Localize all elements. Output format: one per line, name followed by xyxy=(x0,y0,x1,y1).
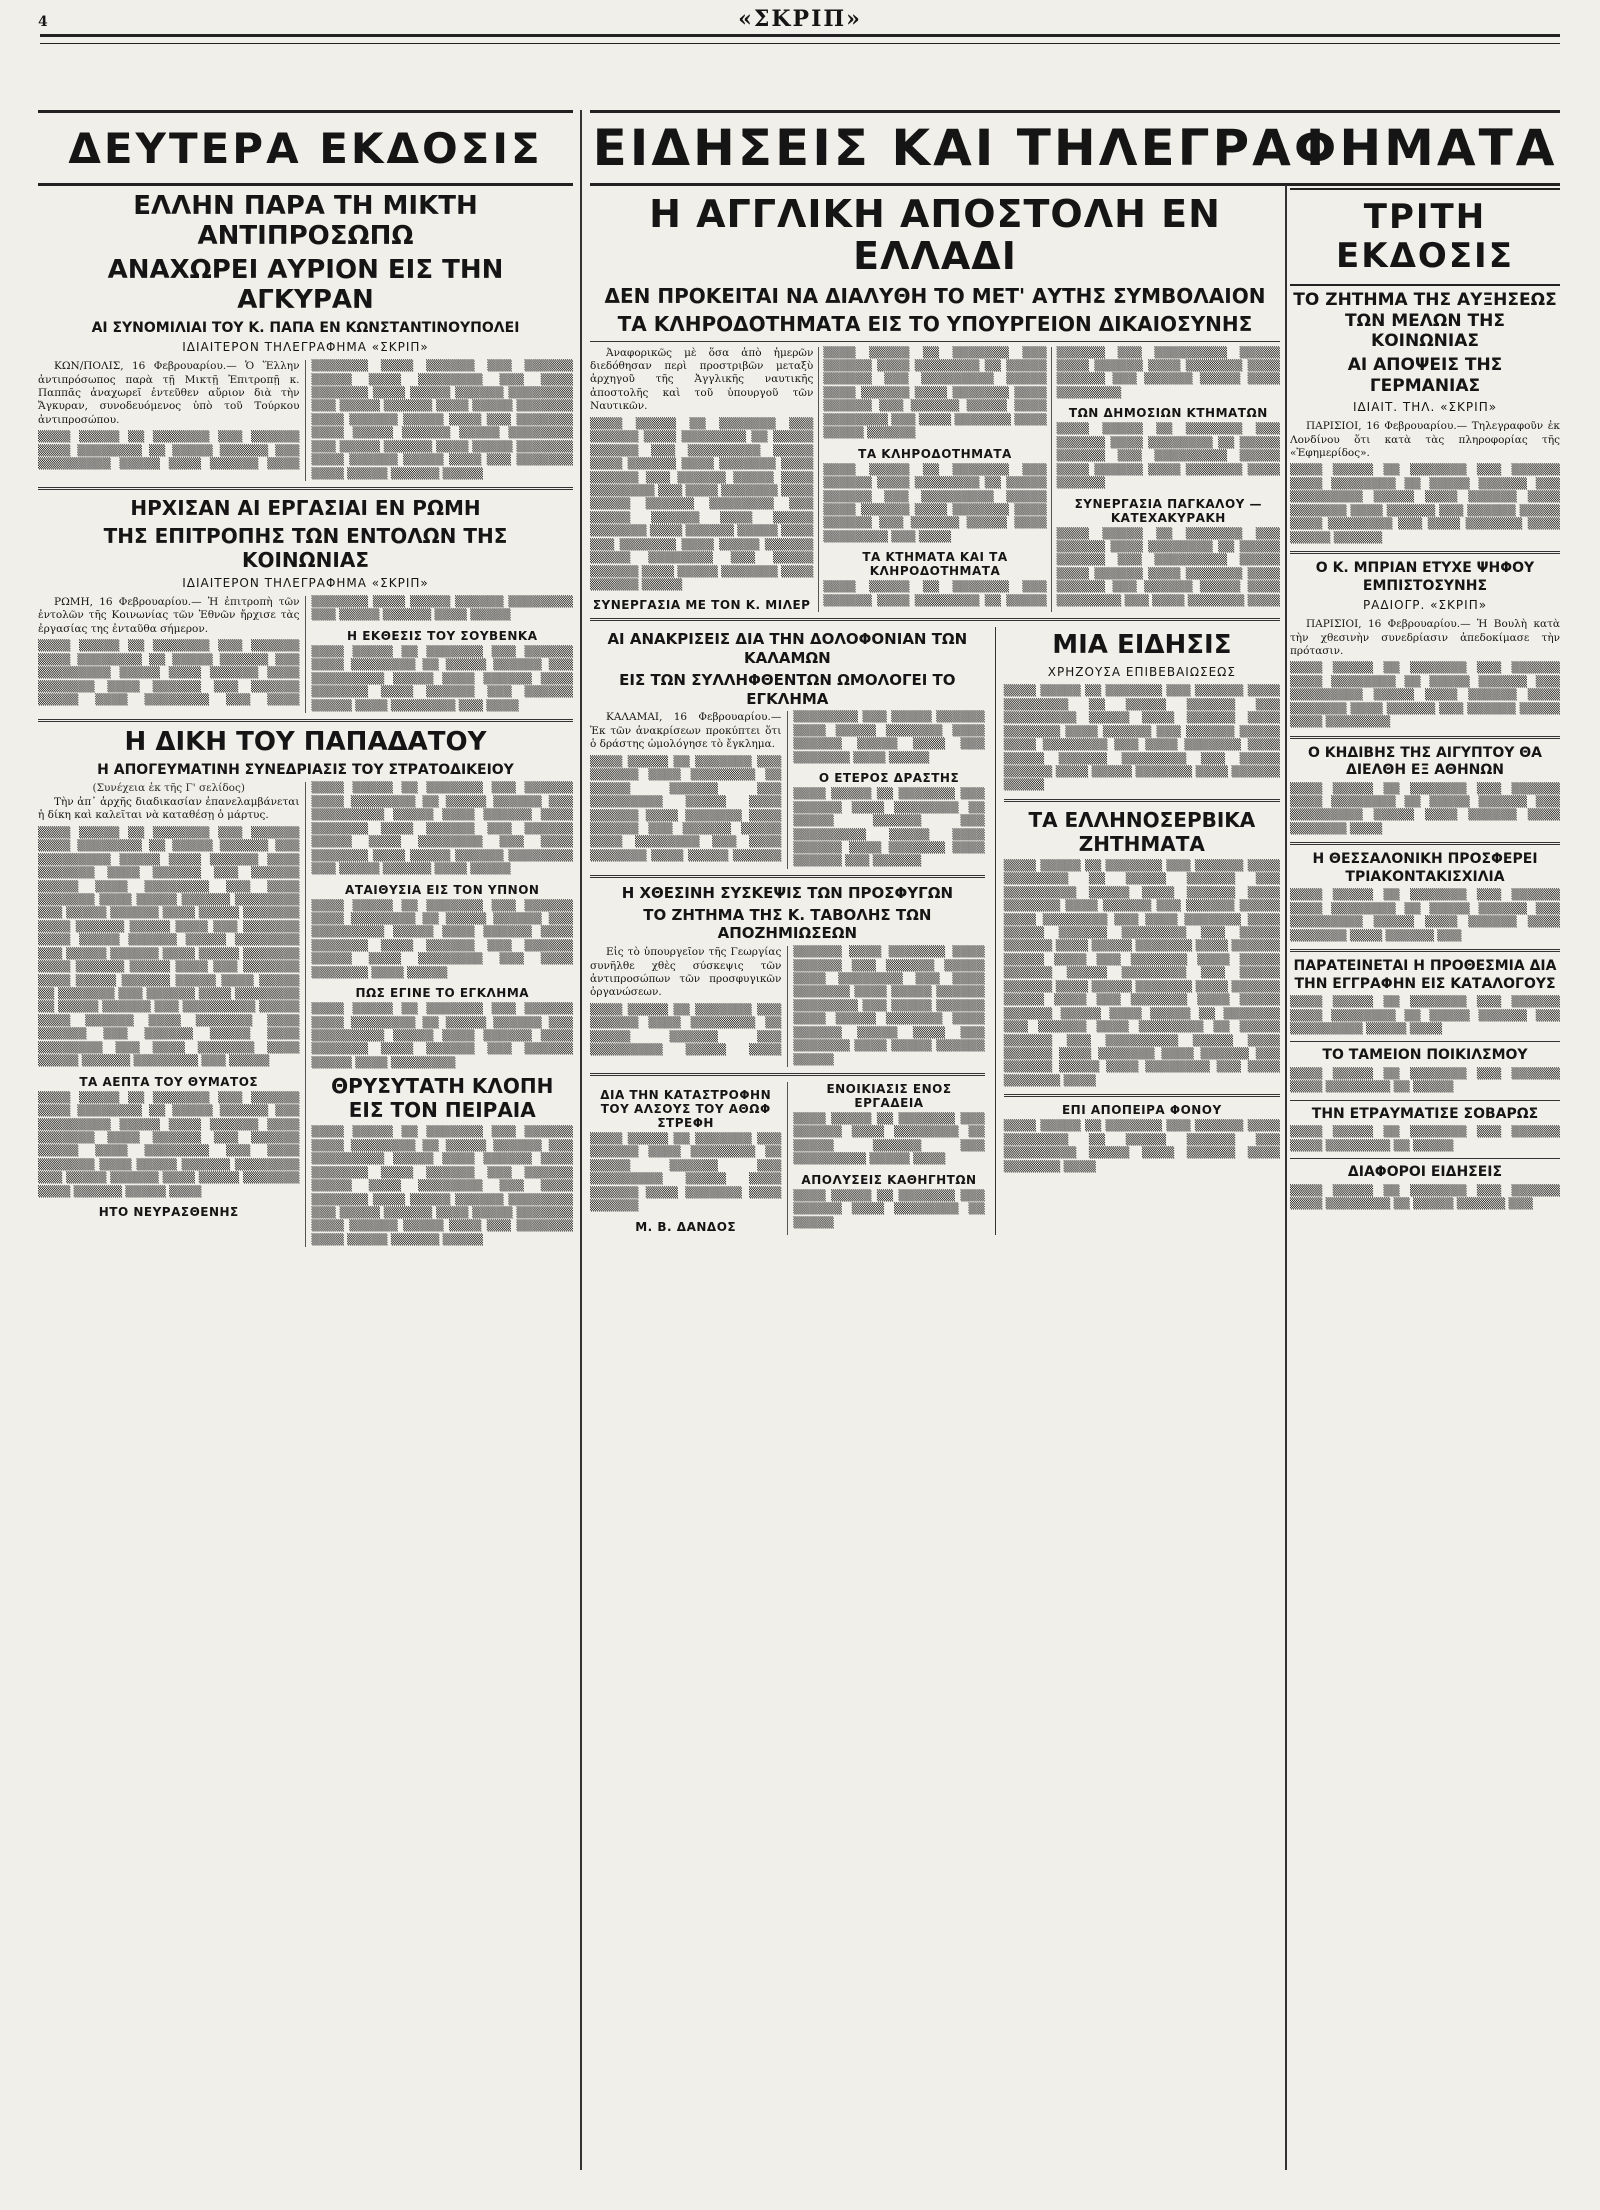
article-text-block: ▒▒▒▒ ▒▒▒▒▒ ▒▒ ▒▒▒▒▒▒▒ ▒▒▒ ▒▒▒▒▒▒ ▒▒▒▒ ▒▒▒▒▒▒▒▒ ▒▒ ▒▒▒▒▒ ▒▒▒▒▒▒ ▒▒▒ ▒▒▒▒▒▒▒▒▒ ▒▒▒▒▒ ▒▒▒▒ ▒▒▒▒▒▒ ▒▒▒▒ ▒▒▒▒▒▒▒ ▒▒▒▒ ▒▒▒▒▒▒ ▒▒▒ ▒▒▒▒▒▒ ▒▒▒▒▒ ▒▒▒▒ ▒▒▒▒▒▒▒▒ ▒▒▒ ▒▒▒▒ ▒▒▒▒▒▒▒ ▒▒▒▒ xyxy=(1056,527,1280,607)
second-edition-banner: ΔΕΥΤΕΡΑ ΕΚΔΟΣΙΣ xyxy=(38,110,573,186)
article-lead: Τὴν ἀπ᾽ ἀρχῆς διαδικασίαν ἐπανελαμβάνεται ἡ δίκη καὶ καλεῖται νὰ καταθέσῃ ὁ μάρτυς. xyxy=(38,795,300,822)
section-subhead: ΕΠΙ ΑΠΟΠΕΙΡΑ ΦΟΝΟΥ xyxy=(1061,1103,1222,1118)
headline: Η ΘΕΣΣΑΛΟΝΙΚΗ ΠΡΟΣΦΕΡΕΙ ΤΡΙΑΚΟΝΤΑΚΙΣΧΙΛΙΑ xyxy=(1312,851,1538,885)
section-subhead: ΔΙΑ ΤΗΝ ΚΑΤΑΣΤΡΟΦΗΝ ΤΟΥ ΑΛΣΟΥΣ ΤΟΥ ΑΘΩΦ ΣΤΡΕΦΗ xyxy=(600,1088,772,1131)
kicker: ΧΡΗΖΟΥΣΑ ΕΠΙΒΕΒΑΙΩΣΕΩΣ xyxy=(1047,665,1236,680)
headline: Η ΧΘΕΣΙΝΗ ΣΥΣΚΕΨΙΣ ΤΩΝ ΠΡΟΣΦΥΓΩΝ xyxy=(621,883,953,902)
article-lead: ΚΩΝ/ΠΟΛΙΣ, 16 Φεβρουαρίου.— Ὁ Ἕλλην ἀντιπρόσωπος παρὰ τῇ Μικτῇ Ἐπιτροπῇ κ. Παππᾶς ἀναχωρεῖ ἐντεῦθεν αὔριον διὰ τὴν Ἄγκυραν, συνοδευόμενος ὑπὸ τοῦ Τούρκου ἀντιπροσώπου. xyxy=(38,360,300,426)
column-divider xyxy=(580,110,582,2170)
article-text-block: ▒▒▒▒ ▒▒▒▒▒ ▒▒ ▒▒▒▒▒▒▒ ▒▒▒ ▒▒▒▒▒▒ ▒▒▒▒ ▒▒▒▒▒▒▒▒ ▒▒ ▒▒▒▒▒ ▒▒▒▒▒▒ ▒▒▒ ▒▒▒▒▒▒▒▒▒ ▒▒▒▒▒ ▒▒▒▒ ▒▒▒▒▒▒ ▒▒▒▒ ▒▒▒▒▒▒▒ ▒▒▒▒ ▒▒▒▒▒▒ ▒▒▒ ▒▒▒▒▒▒ ▒▒▒▒▒ ▒▒▒▒ ▒▒▒▒▒▒▒▒ ▒▒▒ ▒▒▒▒ ▒▒▒▒▒▒▒ ▒▒▒▒ ▒▒▒▒▒ ▒▒▒▒▒▒ ▒▒▒▒▒▒▒▒ ▒▒▒ ▒▒▒▒▒ ▒▒▒▒▒▒ ▒▒▒▒ ▒▒▒▒▒ ▒▒▒▒▒▒▒ ▒▒▒▒ ▒▒▒▒▒▒ ▒▒▒▒▒ ▒▒▒▒ ▒▒▒ ▒▒▒▒▒▒▒ ▒▒▒▒ ▒▒▒▒▒ ▒▒▒▒▒▒ ▒▒▒▒▒ ▒▒▒▒▒▒▒▒ ▒▒▒ ▒▒▒▒▒ ▒▒▒▒▒▒ ▒▒▒▒ ▒▒▒▒▒ ▒▒▒▒▒▒▒ ▒▒▒▒ ▒▒▒▒▒▒ ▒▒▒▒▒ ▒▒▒▒ ▒▒▒ ▒▒▒▒▒▒▒ ▒▒▒▒ ▒▒▒▒▒ ▒▒▒▒▒▒ ▒▒▒▒▒ xyxy=(38,360,573,480)
section-subhead: Ο ΕΤΕΡΟΣ ΔΡΑΣΤΗΣ xyxy=(818,771,960,786)
article-text-block: ▒▒▒▒ ▒▒▒▒▒ ▒▒ ▒▒▒▒▒▒▒ ▒▒▒ ▒▒▒▒▒▒ ▒▒▒▒ ▒▒▒▒▒▒▒▒ ▒▒ ▒▒▒▒▒ ▒▒▒▒▒▒ ▒▒▒ ▒▒▒▒▒▒▒▒▒ ▒▒▒▒▒ ▒▒▒▒ xyxy=(793,1113,985,1166)
divider xyxy=(1004,799,1280,802)
headline: ΤΗΝ ΕΤΡΑΥΜΑΤΙΣΕ ΣΟΒΑΡΩΣ xyxy=(1311,1105,1539,1122)
headline: ΤΟ ΖΗΤΗΜΑ ΤΗΣ ΑΥΞΗΣΕΩΣ ΤΩΝ ΜΕΛΩΝ ΤΗΣ ΚΟΙΝΩΝΙΑΣ xyxy=(1293,290,1557,351)
article-text-block: ▒▒▒▒ ▒▒▒▒▒ ▒▒ ▒▒▒▒▒▒▒ ▒▒▒ ▒▒▒▒▒▒ ▒▒▒▒ ▒▒▒▒▒▒▒▒ ▒▒ ▒▒▒▒▒ ▒▒▒▒▒▒ ▒▒▒ ▒▒▒▒▒▒▒▒▒ ▒▒▒▒▒ ▒▒▒▒ ▒▒▒▒▒▒ ▒▒▒▒ ▒▒▒▒▒▒▒ ▒▒▒▒ ▒▒▒▒▒▒ ▒▒▒ ▒▒▒▒▒▒ ▒▒▒▒▒ ▒▒▒▒ ▒▒▒▒▒▒▒▒ ▒▒▒ ▒▒▒▒ xyxy=(823,463,1047,543)
column-divider xyxy=(1285,185,1287,2170)
article-text-block: ▒▒▒▒ ▒▒▒▒▒ ▒▒ ▒▒▒▒▒▒▒ ▒▒▒ ▒▒▒▒▒▒ ▒▒▒▒ ▒▒▒▒▒▒▒▒ ▒▒ ▒▒▒▒▒ ▒▒▒▒▒▒ ▒▒▒ ▒▒▒▒▒▒▒▒▒ ▒▒▒▒▒ ▒▒▒▒ ▒▒▒▒▒▒ ▒▒▒▒ ▒▒▒▒▒▒▒ ▒▒▒▒ ▒▒▒▒▒▒ ▒▒▒ ▒▒▒▒▒▒ ▒▒▒▒▒ ▒▒▒▒ ▒▒▒▒▒▒▒▒ ▒▒▒ ▒▒▒▒ ▒▒▒▒▒▒▒ ▒▒▒▒ ▒▒▒▒▒ ▒▒▒▒▒▒ ▒▒▒▒▒▒▒▒ ▒▒▒ ▒▒▒▒▒ ▒▒▒▒▒▒ ▒▒▒▒ ▒▒▒▒▒ xyxy=(38,596,573,707)
subheadline: ΔΕΝ ΠΡΟΚΕΙΤΑΙ ΝΑ ΔΙΑΛΥΘΗ ΤΟ ΜΕΤ' ΑΥΤΗΣ ΣΥΜΒΟΛΑΙΟΝ xyxy=(604,283,1266,308)
center-lower-right xyxy=(995,627,1280,1234)
article-text-block: ▒▒▒▒ ▒▒▒▒▒ ▒▒ ▒▒▒▒▒▒▒ ▒▒▒ ▒▒▒▒▒▒ ▒▒▒▒ ▒▒▒▒▒▒▒▒ ▒▒ ▒▒▒▒▒ ▒▒▒▒▒▒ ▒▒▒ ▒▒▒▒▒▒▒▒▒ ▒▒▒▒▒ ▒▒▒▒ ▒▒▒▒▒▒ ▒▒▒▒ ▒▒▒▒▒▒▒ ▒▒▒▒ ▒▒▒▒▒▒ ▒▒▒ ▒▒▒▒▒▒ ▒▒▒▒▒ ▒▒▒▒ ▒▒▒▒▒▒▒▒ ▒▒▒ ▒▒▒▒ ▒▒▒▒▒▒▒ ▒▒▒▒ ▒▒▒▒▒ ▒▒▒▒▒▒ ▒▒▒▒▒▒▒▒ ▒▒▒ ▒▒▒▒▒ ▒▒▒▒▒▒ ▒▒▒▒ ▒▒▒▒▒ ▒▒▒▒▒▒▒ ▒▒▒▒ ▒▒▒▒▒▒ ▒▒▒▒▒ xyxy=(1003,685,1280,792)
article-lead: Εἰς τὸ ὑπουργεῖον τῆς Γεωργίας συνῆλθε χθὲς σύσκεψις τῶν ἀντιπροσώπων τῶν προσφυγικῶν ὀργανώσεων. xyxy=(590,946,782,999)
subheadline: ΑΙ ΣΥΝΟΜΙΛΙΑΙ ΤΟΥ Κ. ΠΑΠΑ ΕΝ ΚΩΝΣΤΑΝΤΙΝΟΥΠΟΛΕΙ xyxy=(91,319,520,336)
article-text-block: ▒▒▒▒ ▒▒▒▒▒ ▒▒ ▒▒▒▒▒▒▒ ▒▒▒ ▒▒▒▒▒▒ ▒▒▒▒ ▒▒▒▒▒▒▒▒ ▒▒ ▒▒▒▒▒ ▒▒▒▒▒▒ ▒▒▒ ▒▒▒▒▒▒▒▒▒ ▒▒▒▒▒ ▒▒▒▒ ▒▒▒▒▒▒ ▒▒▒▒ ▒▒▒▒▒▒▒ ▒▒▒▒ ▒▒▒▒▒▒ ▒▒▒ ▒▒▒▒▒▒ ▒▒▒▒▒ ▒▒▒▒ ▒▒▒▒▒▒▒▒ ▒▒▒ ▒▒▒▒ ▒▒▒▒▒▒▒ ▒▒▒▒ ▒▒▒▒▒ ▒▒▒▒▒▒ ▒▒▒▒▒▒▒▒ ▒▒▒ ▒▒▒▒▒ ▒▒▒▒▒▒ ▒▒▒▒ ▒▒▒▒▒ ▒▒▒▒▒▒▒ ▒▒▒▒ ▒▒▒▒▒▒ ▒▒▒▒▒ ▒▒▒▒ xyxy=(38,1091,300,1198)
section-subhead: ΗΤΟ ΝΕΥΡΑΣΘΕΝΗΣ xyxy=(98,1205,239,1220)
article-text-block: ▒▒▒▒ ▒▒▒▒▒ ▒▒ ▒▒▒▒▒▒▒ ▒▒▒ ▒▒▒▒▒▒ ▒▒▒▒ ▒▒▒▒▒▒▒▒ ▒▒ ▒▒▒▒▒ xyxy=(1290,1067,1560,1094)
divider xyxy=(590,341,1280,342)
article-lead: ΠΑΡΙΣΙΟΙ, 16 Φεβρουαρίου.— Τηλεγραφοῦν ἐκ Λονδίνου ὅτι κατὰ τὰς πληροφορίας τῆς «Ἐφημερίδος». xyxy=(1290,420,1560,460)
article-rome xyxy=(38,496,573,713)
headline: ΘΡΥΣΥΤΑΤΗ ΚΛΟΠΗ ΕΙΣ ΤΟΝ ΠΕΙΡΑΙΑ xyxy=(331,1074,554,1123)
article-text-block: ▒▒▒▒ ▒▒▒▒▒ ▒▒ ▒▒▒▒▒▒▒ ▒▒▒ ▒▒▒▒▒▒ ▒▒▒▒ ▒▒▒▒▒▒▒▒ ▒▒ ▒▒▒▒▒ ▒▒▒▒▒▒ ▒▒▒ ▒▒▒▒▒▒▒▒▒ ▒▒▒▒▒ ▒▒▒▒ ▒▒▒▒▒▒ ▒▒▒▒ ▒▒▒▒▒▒▒ ▒▒▒▒ ▒▒▒▒▒▒ ▒▒▒ ▒▒▒▒▒▒ ▒▒▒▒▒ ▒▒▒▒ ▒▒▒▒▒▒▒▒ ▒▒▒ ▒▒▒▒ ▒▒▒▒▒▒▒ ▒▒▒▒ ▒▒▒▒▒ ▒▒▒▒▒▒ xyxy=(1290,464,1560,544)
article-lead: ΡΩΜΗ, 16 Φεβρουαρίου.— Ἡ ἐπιτροπὴ τῶν ἐντολῶν τῆς Κοινωνίας τῶν Ἐθνῶν ἤρχισε τὰς ἐργασίας της ἐνταῦθα σήμερον. xyxy=(38,596,300,635)
headline: ΑΙ ΑΠΟΨΕΙΣ ΤΗΣ ΓΕΡΜΑΝΙΑΣ xyxy=(1347,355,1503,396)
divider xyxy=(1004,1094,1280,1097)
article-text-block: ▒▒▒▒ ▒▒▒▒▒ ▒▒ ▒▒▒▒▒▒▒ ▒▒▒ ▒▒▒▒▒▒ ▒▒▒▒ ▒▒▒▒▒▒▒▒ ▒▒ ▒▒▒▒▒ ▒▒▒▒▒▒ ▒▒▒ ▒▒▒▒▒▒▒▒▒ ▒▒▒▒▒ ▒▒▒▒ ▒▒▒▒▒▒ ▒▒▒▒ ▒▒▒▒▒▒▒ ▒▒▒▒ xyxy=(1290,782,1560,835)
article-text-block: ▒▒▒▒ ▒▒▒▒▒ ▒▒ ▒▒▒▒▒▒▒ ▒▒▒ ▒▒▒▒▒▒ ▒▒▒▒ ▒▒▒▒▒▒▒▒ ▒▒ ▒▒▒▒▒ ▒▒▒▒▒▒ ▒▒▒ ▒▒▒▒▒▒▒▒▒ ▒▒▒▒▒ ▒▒▒▒ ▒▒▒▒▒▒ ▒▒▒▒ ▒▒▒▒▒▒▒ ▒▒▒▒ ▒▒▒▒▒▒ ▒▒▒ xyxy=(1290,889,1560,942)
page-number: 4 xyxy=(38,14,48,30)
divider xyxy=(1290,1100,1560,1101)
divider xyxy=(1290,1041,1560,1042)
telegram-kicker: ΙΔΙΑΙΤΕΡΟΝ ΤΗΛΕΓΡΑΦΗΜΑ «ΣΚΡΙΠ» xyxy=(182,340,429,355)
article-text-block: ▒▒▒▒ ▒▒▒▒▒ ▒▒ ▒▒▒▒▒▒▒ ▒▒▒ ▒▒▒▒▒▒ ▒▒▒▒ ▒▒▒▒▒▒▒▒ ▒▒ ▒▒▒▒▒ xyxy=(793,1189,985,1229)
headline: ΔΙΑΦΟΡΟΙ ΕΙΔΗΣΕΙΣ xyxy=(1347,1164,1503,1181)
article-text-block: ▒▒▒▒ ▒▒▒▒▒ ▒▒ ▒▒▒▒▒▒▒ ▒▒▒ ▒▒▒▒▒▒ ▒▒▒▒ ▒▒▒▒▒▒▒▒ ▒▒ ▒▒▒▒▒ ▒▒▒▒▒▒ ▒▒▒ ▒▒▒▒▒▒▒▒▒ ▒▒▒▒▒ ▒▒▒▒ xyxy=(1290,996,1560,1035)
article-text-block: ▒▒▒▒ ▒▒▒▒▒ ▒▒ ▒▒▒▒▒▒▒ ▒▒▒ ▒▒▒▒▒▒ ▒▒▒▒ ▒▒▒▒▒▒▒▒ ▒▒ ▒▒▒▒▒ ▒▒▒▒▒▒ ▒▒▒ ▒▒▒▒▒▒▒▒▒ ▒▒▒▒▒ ▒▒▒▒ ▒▒▒▒▒▒ ▒▒▒▒ ▒▒▒▒▒▒▒ ▒▒▒▒ ▒▒▒▒▒▒ ▒▒▒ ▒▒▒▒▒▒ ▒▒▒▒▒ ▒▒▒▒ ▒▒▒▒▒▒▒▒ ▒▒▒ ▒▒▒▒ ▒▒▒▒▒▒▒ ▒▒▒▒ ▒▒▒▒▒ ▒▒▒▒▒▒ ▒▒▒▒▒▒▒▒ ▒▒▒ ▒▒▒▒▒ ▒▒▒▒▒▒ ▒▒▒▒ ▒▒▒▒▒ xyxy=(311,782,573,876)
article-refugee-meeting xyxy=(590,884,985,1067)
divider xyxy=(590,618,1280,621)
right-column xyxy=(1290,188,1560,2170)
section-subhead: ΤΑ ΑΕΠΤΑ ΤΟΥ ΘΥΜΑΤΟΣ xyxy=(79,1074,259,1089)
section-subhead: ΤΩΝ ΔΗΜΟΣΙΩΝ ΚΤΗΜΑΤΩΝ xyxy=(1068,406,1268,421)
headline: ΜΙΑ ΕΙΔΗΣΙΣ xyxy=(1052,630,1232,661)
article-text-block: ▒▒▒▒ ▒▒▒▒▒ ▒▒ ▒▒▒▒▒▒▒ ▒▒▒ ▒▒▒▒▒▒ ▒▒▒▒ ▒▒▒▒▒▒▒▒ ▒▒ ▒▒▒▒▒ ▒▒▒▒▒▒ ▒▒▒ ▒▒▒▒▒▒▒▒▒ ▒▒▒▒▒ ▒▒▒▒ ▒▒▒▒▒▒ ▒▒▒▒ ▒▒▒▒▒▒▒ ▒▒▒▒ ▒▒▒▒▒▒ ▒▒▒ ▒▒▒▒▒▒ ▒▒▒▒▒ ▒▒▒▒ ▒▒▒▒▒▒▒▒ ▒▒▒ ▒▒▒▒ ▒▒▒▒▒▒▒ ▒▒▒▒ ▒▒▒▒▒ ▒▒▒▒▒▒ ▒▒▒▒▒▒▒▒ ▒▒▒ ▒▒▒▒▒ ▒▒▒▒▒▒ ▒▒▒▒ ▒▒▒▒▒ ▒▒▒▒▒▒▒ ▒▒▒▒ ▒▒▒▒▒▒ ▒▒▒▒▒ ▒▒▒▒ ▒▒▒ ▒▒▒▒▒▒▒ ▒▒▒▒ ▒▒▒▒▒ ▒▒▒▒▒▒ ▒▒▒▒▒ ▒▒▒▒▒▒▒▒ ▒▒▒ ▒▒▒▒▒ ▒▒▒▒▒▒ ▒▒▒▒ ▒▒▒▒▒ ▒▒▒▒▒▒▒ ▒▒▒▒ ▒▒▒▒▒▒ ▒▒▒▒▒ ▒▒▒▒ ▒▒▒ ▒▒▒▒▒▒▒ ▒▒▒▒ ▒▒▒▒▒ ▒▒▒▒▒▒ ▒▒▒▒▒ ▒▒▒▒ ▒▒▒▒▒ ▒▒ ▒▒▒▒▒▒▒ ▒▒▒ ▒▒▒▒▒▒ ▒▒▒▒ ▒▒▒▒▒▒▒▒ ▒▒ ▒▒▒▒▒ ▒▒▒▒▒▒ ▒▒▒ ▒▒▒▒▒▒▒▒▒ ▒▒▒▒▒ ▒▒▒▒ ▒▒▒▒▒▒ ▒▒▒▒ ▒▒▒▒▒▒▒ ▒▒▒▒ ▒▒▒▒▒▒ ▒▒▒ ▒▒▒▒▒▒ ▒▒▒▒▒ ▒▒▒▒ ▒▒▒▒▒▒▒▒ ▒▒▒ ▒▒▒▒ ▒▒▒▒▒▒▒ ▒▒▒▒ xyxy=(1003,859,1280,1087)
headline: ΤΟ ΤΑΜΕΙΟΝ ΠΟΙΚΙΛΣΜΟΥ xyxy=(1322,1047,1528,1064)
headline: ΗΡΧΙΣΑΝ ΑΙ ΕΡΓΑΣΙΑΙ ΕΝ ΡΩΜΗ xyxy=(130,496,481,520)
telegram-kicker: ΙΔΙΑΙΤΕΡΟΝ ΤΗΛΕΓΡΑΦΗΜΑ «ΣΚΡΙΠ» xyxy=(182,576,429,590)
headline: ΤΗΣ ΕΠΙΤΡΟΠΗΣ ΤΩΝ ΕΝΤΟΛΩΝ ΤΗΣ ΚΟΙΝΩΝΙΑΣ xyxy=(103,524,508,572)
headline: Ο Κ. ΜΠΡΙΑΝ ΕΤΥΧΕ ΨΗΦΟΥ ΕΜΠΙΣΤΟΣΥΝΗΣ xyxy=(1315,560,1535,594)
section-subhead: ΤΑ ΚΛΗΡΟΔΟΤΗΜΑΤΑ xyxy=(858,446,1012,461)
divider xyxy=(1290,949,1560,952)
section-subhead: Η ΕΚΘΕΣΙΣ ΤΟΥ ΣΟΥΒΕΝΚΑ xyxy=(347,628,538,643)
article-text-block: ▒▒▒▒ ▒▒▒▒▒ ▒▒ ▒▒▒▒▒▒▒ ▒▒▒ ▒▒▒▒▒▒ ▒▒▒▒ ▒▒▒▒▒▒▒▒ ▒▒ ▒▒▒▒▒ ▒▒▒▒▒▒ ▒▒▒ ▒▒▒▒▒▒▒▒▒ ▒▒▒▒▒ ▒▒▒▒ ▒▒▒▒▒▒ ▒▒▒▒ ▒▒▒▒▒▒▒ ▒▒▒▒ ▒▒▒▒▒▒ xyxy=(590,1133,782,1213)
article-lead: ΚΑΛΑΜΑΙ, 16 Φεβρουαρίου.— Ἐκ τῶν ἀνακρίσεων προκύπτει ὅτι ὁ δράστης ὡμολόγησε τὸ ἔγκλημα. xyxy=(590,711,782,751)
article-text-block: ▒▒▒▒ ▒▒▒▒▒ ▒▒ ▒▒▒▒▒▒▒ ▒▒▒ ▒▒▒▒▒▒ ▒▒▒▒ ▒▒▒▒▒▒▒▒ ▒▒ ▒▒▒▒▒ ▒▒▒▒▒▒ ▒▒▒ ▒▒▒▒▒▒▒▒▒ ▒▒▒▒▒ ▒▒▒▒ ▒▒▒▒▒▒ ▒▒▒▒ ▒▒▒▒▒▒▒ ▒▒▒▒ ▒▒▒▒▒▒ ▒▒▒ ▒▒▒▒▒▒ ▒▒▒▒▒ ▒▒▒▒ ▒▒▒▒▒▒▒▒ ▒▒▒ ▒▒▒▒ ▒▒▒▒▒▒▒ ▒▒▒▒ ▒▒▒▒▒ ▒▒▒▒▒▒ ▒▒▒▒▒▒▒▒ ▒▒▒ ▒▒▒▒▒ ▒▒▒▒▒▒ ▒▒▒▒ ▒▒▒▒▒ ▒▒▒▒▒▒▒ ▒▒▒▒ ▒▒▒▒▒▒ ▒▒▒▒▒ ▒▒▒▒ ▒▒▒ ▒▒▒▒▒▒▒ ▒▒▒▒ ▒▒▒▒▒ ▒▒▒▒▒▒ ▒▒▒▒▒ ▒▒▒▒▒▒▒▒ ▒▒▒ ▒▒▒▒▒ ▒▒▒▒▒▒ ▒▒▒▒ ▒▒▒▒▒ ▒▒▒▒▒▒▒ ▒▒▒▒ ▒▒▒▒▒▒ ▒▒▒▒▒ ▒▒▒▒ ▒▒▒ ▒▒▒▒▒▒▒ ▒▒▒▒ ▒▒▒▒▒ ▒▒▒▒▒▒ ▒▒▒▒▒ ▒▒▒▒ ▒▒▒▒▒ ▒▒ ▒▒▒▒▒▒▒ ▒▒▒ ▒▒▒▒▒▒ ▒▒▒▒ ▒▒▒▒▒▒▒▒ ▒▒ ▒▒▒▒▒ ▒▒▒▒▒▒ ▒▒▒ ▒▒▒▒▒▒▒▒▒ ▒▒▒▒▒ ▒▒▒▒ ▒▒▒▒▒▒ ▒▒▒▒ ▒▒▒▒▒▒▒ ▒▒▒▒ ▒▒▒▒▒▒ ▒▒▒ ▒▒▒▒▒▒ ▒▒▒▒▒ ▒▒▒▒ ▒▒▒▒▒▒▒▒ ▒▒▒ ▒▒▒▒ ▒▒▒▒▒▒▒ ▒▒▒▒ ▒▒▒▒▒ ▒▒▒▒▒▒ ▒▒▒▒▒▒▒▒ ▒▒▒ ▒▒▒▒▒ xyxy=(38,826,300,1068)
continuation-note: (Συνέχεια ἐκ τῆς Γ' σελίδος) xyxy=(92,782,245,795)
kicker: ΙΔΙΑΙΤ. ΤΗΛ. «ΣΚΡΙΠ» xyxy=(1352,400,1498,415)
article-text-block: ▒▒▒▒ ▒▒▒▒▒ ▒▒ ▒▒▒▒▒▒▒ ▒▒▒ ▒▒▒▒▒▒ ▒▒▒▒ ▒▒▒▒▒▒▒▒ ▒▒ ▒▒▒▒▒ ▒▒▒▒▒▒ ▒▒▒ ▒▒▒▒▒▒▒▒▒ ▒▒▒▒▒ ▒▒▒▒ ▒▒▒▒▒▒ ▒▒▒▒ ▒▒▒▒▒▒▒ ▒▒▒▒ ▒▒▒▒▒▒ ▒▒▒ ▒▒▒▒▒▒ ▒▒▒▒▒ ▒▒▒▒ ▒▒▒▒▒▒▒▒ xyxy=(1290,662,1560,729)
subheadline: Η ΑΠΟΓΕΥΜΑΤΙΝΗ ΣΥΝΕΔΡΙΑΣΙΣ ΤΟΥ ΣΤΡΑΤΟΔΙΚΕΙΟΥ xyxy=(97,761,514,778)
article-text-block: ▒▒▒▒ ▒▒▒▒▒ ▒▒ ▒▒▒▒▒▒▒ ▒▒▒ ▒▒▒▒▒▒ ▒▒▒▒ ▒▒▒▒▒▒▒▒ ▒▒ ▒▒▒▒▒ xyxy=(1290,1126,1560,1152)
section-subhead: ΣΥΝΕΡΓΑΣΙΑ ΜΕ ΤΟΝ Κ. ΜΙΛΕΡ xyxy=(592,598,811,613)
divider xyxy=(38,487,573,490)
headline: ΤΑ ΕΛΛΗΝΟΣΕΡΒΙΚΑ ΖΗΤΗΜΑΤΑ xyxy=(1028,807,1256,856)
third-edition-banner: ΤΡΙΤΗ ΕΚΔΟΣΙΣ xyxy=(1336,197,1514,277)
article-text-block: ▒▒▒▒ ▒▒▒▒▒ ▒▒ ▒▒▒▒▒▒▒ ▒▒▒ ▒▒▒▒▒▒ ▒▒▒▒ ▒▒▒▒▒▒▒▒ ▒▒ ▒▒▒▒▒ ▒▒▒▒▒▒ ▒▒▒ ▒▒▒▒▒▒▒▒▒ ▒▒▒▒▒ ▒▒▒▒ ▒▒▒▒▒▒ ▒▒▒▒ ▒▒▒▒▒▒▒ ▒▒▒▒ ▒▒▒▒▒▒ ▒▒▒ ▒▒▒▒▒▒ xyxy=(793,788,985,868)
article-one-news xyxy=(1004,631,1280,792)
left-column xyxy=(38,188,573,2170)
section-subhead: ΕΝΟΙΚΙΑΣΙΣ ΕΝΟΣ ΕΡΓΑΔΕΙΑ xyxy=(826,1082,952,1111)
third-edition-box xyxy=(1290,188,1560,286)
headline: ΠΑΡΑΤΕΙΝΕΤΑΙ Η ΠΡΟΘΕΣΜΙΑ ΔΙΑ ΤΗΝ ΕΓΓΡΑΦΗΝ ΕΙΣ ΚΑΤΑΛΟΓΟΥΣ xyxy=(1293,958,1557,992)
article-text-block: ▒▒▒▒ ▒▒▒▒▒ ▒▒ ▒▒▒▒▒▒▒ ▒▒▒ ▒▒▒▒▒▒ ▒▒▒▒ ▒▒▒▒▒▒▒▒ ▒▒ ▒▒▒▒▒ ▒▒▒▒▒▒ ▒▒▒ xyxy=(1290,1184,1560,1211)
article-text-block: ▒▒▒▒ ▒▒▒▒▒ ▒▒ ▒▒▒▒▒▒▒ ▒▒▒ ▒▒▒▒▒▒ ▒▒▒▒ ▒▒▒▒▒▒▒▒ ▒▒ ▒▒▒▒▒ ▒▒▒▒▒▒ ▒▒▒ ▒▒▒▒▒▒▒▒▒ ▒▒▒▒▒ ▒▒▒▒ ▒▒▒▒▒▒ ▒▒▒▒ ▒▒▒▒▒▒▒ ▒▒▒▒ ▒▒▒▒▒▒ ▒▒▒ ▒▒▒▒▒▒ ▒▒▒▒▒ ▒▒▒▒ ▒▒▒▒▒▒▒▒ ▒▒▒ ▒▒▒▒ ▒▒▒▒▒▒▒ ▒▒▒▒ ▒▒▒▒▒ xyxy=(311,899,573,979)
divider xyxy=(1290,842,1560,845)
center-lower-grid xyxy=(590,627,1280,1234)
divider xyxy=(1290,736,1560,739)
divider xyxy=(38,719,573,722)
headline: Η ΔΙΚΗ ΤΟΥ ΠΑΠΑΔΑΤΟΥ xyxy=(124,727,487,758)
section-subhead: ΑΠΟΛΥΣΕΙΣ ΚΑΘΗΓΗΤΩΝ xyxy=(801,1172,977,1187)
headline: ΤΟ ΖΗΤΗΜΑ ΤΗΣ Κ. ΤΑΒΟΛΗΣ ΤΩΝ ΑΠΟΖΗΜΙΩΣΕΩΝ xyxy=(643,905,932,943)
article-text-block: ▒▒▒▒ ▒▒▒▒▒ ▒▒ ▒▒▒▒▒▒▒ ▒▒▒ ▒▒▒▒▒▒ ▒▒▒▒ ▒▒▒▒▒▒▒▒ ▒▒ ▒▒▒▒▒ ▒▒▒▒▒▒ ▒▒▒ ▒▒▒▒▒▒▒▒▒ ▒▒▒▒▒ ▒▒▒▒ ▒▒▒▒▒▒ ▒▒▒▒ ▒▒▒▒▒▒▒ ▒▒▒▒ ▒▒▒▒▒▒ ▒▒▒ ▒▒▒▒▒▒ ▒▒▒▒▒ ▒▒▒▒ ▒▒▒▒▒▒▒▒ ▒▒▒ ▒▒▒▒ ▒▒▒▒▒▒▒ ▒▒▒▒ ▒▒▒▒▒ ▒▒▒▒▒▒ ▒▒▒▒▒▒▒▒ ▒▒▒ ▒▒▒▒▒ ▒▒▒▒▒▒ ▒▒▒▒ ▒▒▒▒▒ ▒▒▒▒▒▒▒ ▒▒▒▒ ▒▒▒▒▒▒ ▒▒▒▒▒ ▒▒▒▒ ▒▒▒ ▒▒▒▒▒▒▒ ▒▒▒▒ ▒▒▒▒▒ xyxy=(590,711,985,862)
article-text-block: ▒▒▒▒ ▒▒▒▒▒ ▒▒ ▒▒▒▒▒▒▒ ▒▒▒ ▒▒▒▒▒▒ ▒▒▒▒ ▒▒▒▒▒▒▒▒ ▒▒ ▒▒▒▒▒ ▒▒▒▒▒▒ ▒▒▒ ▒▒▒▒▒▒▒▒▒ ▒▒▒▒▒ ▒▒▒▒ ▒▒▒▒▒▒ ▒▒▒▒ ▒▒▒▒▒▒▒ ▒▒▒▒ ▒▒▒▒▒▒ ▒▒▒ ▒▒▒▒▒▒ ▒▒▒▒▒ ▒▒▒▒ ▒▒▒▒▒▒▒▒ ▒▒▒ ▒▒▒▒ ▒▒▒▒▒▒▒ ▒▒▒▒ ▒▒▒▒▒ ▒▒▒▒▒▒ xyxy=(823,346,1047,440)
article-lead: ΠΑΡΙΣΙΟΙ, 16 Φεβρουαρίου.— Ἡ Βουλὴ κατὰ τὴν χθεσινὴν συνεδρίασιν ἀπεδοκίμασε τὴν πρότασιν. xyxy=(1290,618,1560,657)
article-serbia xyxy=(1004,808,1280,1088)
article-papadatos-trial xyxy=(38,728,573,1247)
section-subhead: ΤΑ ΚΤΗΜΑΤΑ ΚΑΙ ΤΑ ΚΛΗΡΟΔΟΤΗΜΑΤΑ xyxy=(862,550,1008,579)
article-text-block: ▒▒▒▒ ▒▒▒▒▒ ▒▒ ▒▒▒▒▒▒▒ ▒▒▒ ▒▒▒▒▒▒ ▒▒▒▒ ▒▒▒▒▒▒▒▒ ▒▒ ▒▒▒▒▒ ▒▒▒▒▒▒ ▒▒▒ ▒▒▒▒▒▒▒▒▒ ▒▒▒▒▒ ▒▒▒▒ ▒▒▒▒▒▒ ▒▒▒▒ ▒▒▒▒▒▒▒ ▒▒▒▒ ▒▒▒▒▒▒ ▒▒▒ ▒▒▒▒▒▒ ▒▒▒▒▒ ▒▒▒▒ ▒▒▒▒▒▒▒▒ ▒▒▒ ▒▒▒▒ xyxy=(311,645,573,712)
article-text-block: ▒▒▒▒ ▒▒▒▒▒ ▒▒ ▒▒▒▒▒▒▒ ▒▒▒ ▒▒▒▒▒▒ ▒▒▒▒ ▒▒▒▒▒▒▒▒ ▒▒ ▒▒▒▒▒ ▒▒▒▒▒▒ ▒▒▒ ▒▒▒▒▒▒▒▒▒ ▒▒▒▒▒ ▒▒▒▒ ▒▒▒▒▒▒ ▒▒▒▒ ▒▒▒▒▒▒▒ ▒▒▒▒ ▒▒▒▒▒▒ ▒▒▒ ▒▒▒▒▒▒ ▒▒▒▒▒ ▒▒▒▒ ▒▒▒▒▒▒▒▒ ▒▒▒ ▒▒▒▒ ▒▒▒▒▒▒▒ ▒▒▒▒ ▒▒▒▒▒ ▒▒▒▒▒▒ ▒▒▒▒▒▒▒▒ ▒▒▒ ▒▒▒▒▒ ▒▒▒▒▒▒ ▒▒▒▒ ▒▒▒▒▒ ▒▒▒▒▒▒▒ ▒▒▒▒ ▒▒▒▒▒▒ ▒▒▒▒▒ ▒▒▒▒ ▒▒▒ ▒▒▒▒▒▒▒ ▒▒▒▒ ▒▒▒▒▒ ▒▒▒▒▒▒ ▒▒▒▒▒ ▒▒▒▒▒▒▒▒ ▒▒▒ ▒▒▒▒▒ ▒▒▒▒▒▒ ▒▒▒▒ ▒▒▒▒▒ ▒▒▒▒▒▒▒ ▒▒▒▒ ▒▒▒▒▒▒ ▒▒▒▒▒ xyxy=(590,417,814,592)
headline: ΕΙΣ ΤΩΝ ΣΥΛΛΗΦΘΕΝΤΩΝ ΩΜΟΛΟΓΕΙ ΤΟ ΕΓΚΛΗΜΑ xyxy=(619,670,956,708)
section-subhead: ΣΥΝΕΡΓΑΣΙΑ ΠΑΓΚΑΛΟΥ — ΚΑΤΕΧΑΚΥΡΑΚΗ xyxy=(1074,496,1263,525)
divider xyxy=(1290,1158,1560,1159)
divider xyxy=(1290,551,1560,554)
article-text-block: ▒▒▒▒ ▒▒▒▒▒ ▒▒ ▒▒▒▒▒▒▒ ▒▒▒ ▒▒▒▒▒▒ ▒▒▒▒ ▒▒▒▒▒▒▒▒ ▒▒ ▒▒▒▒▒ ▒▒▒▒▒▒ ▒▒▒ ▒▒▒▒▒▒▒▒▒ ▒▒▒▒▒ ▒▒▒▒ ▒▒▒▒▒▒ ▒▒▒▒ ▒▒▒▒▒▒▒ ▒▒▒▒ ▒▒▒▒▒▒ ▒▒▒ ▒▒▒▒▒▒ ▒▒▒▒▒ ▒▒▒▒ ▒▒▒▒▒▒▒▒ xyxy=(823,346,1280,607)
signature: Μ. Β. ΔΑΝΔΟΣ xyxy=(635,1219,737,1234)
headline: Η ΑΓΓΛΙΚΗ ΑΠΟΣΤΟΛΗ ΕΝ ΕΛΛΑΔΙ xyxy=(649,192,1221,278)
headline: Ο ΚΗΔΙΒΗΣ ΤΗΣ ΑΙΓΥΠΤΟΥ ΘΑ ΔΙΕΛΘΗ ΕΞ ΑΘΗΝΩΝ xyxy=(1308,744,1542,779)
divider xyxy=(590,1073,985,1076)
divider xyxy=(590,875,985,878)
section-subhead: ΠΩΣ ΕΓΙΝΕ ΤΟ ΕΓΚΛΗΜΑ xyxy=(355,986,530,1001)
news-telegrams-banner: ΕΙΔΗΣΕΙΣ ΚΑΙ ΤΗΛΕΓΡΑΦΗΜΑΤΑ xyxy=(590,110,1560,186)
article-text-block: ▒▒▒▒ ▒▒▒▒▒ ▒▒ ▒▒▒▒▒▒▒ ▒▒▒ ▒▒▒▒▒▒ ▒▒▒▒ ▒▒▒▒▒▒▒▒ ▒▒ ▒▒▒▒▒ ▒▒▒▒▒▒ ▒▒▒ ▒▒▒▒▒▒▒▒▒ ▒▒▒▒▒ ▒▒▒▒ ▒▒▒▒▒▒ ▒▒▒▒ ▒▒▒▒▒▒▒ ▒▒▒▒ xyxy=(1003,1120,1280,1173)
kicker: ΡΑΔΙΟΓΡ. «ΣΚΡΙΠ» xyxy=(1362,598,1488,613)
article-delegate xyxy=(38,192,573,481)
subheadline: ΤΑ ΚΛΗΡΟΔΟΤΗΜΑΤΑ ΕΙΣ ΤΟ ΥΠΟΥΡΓΕΙΟΝ ΔΙΚΑΙΟΣΥΝΗΣ xyxy=(617,311,1253,336)
article-text-block: ▒▒▒▒ ▒▒▒▒▒ ▒▒ ▒▒▒▒▒▒▒ ▒▒▒ ▒▒▒▒▒▒ ▒▒▒▒ ▒▒▒▒▒▒▒▒ ▒▒ ▒▒▒▒▒ ▒▒▒▒▒▒ ▒▒▒ ▒▒▒▒▒▒▒▒▒ ▒▒▒▒▒ ▒▒▒▒ ▒▒▒▒▒▒ ▒▒▒▒ ▒▒▒▒▒▒▒ ▒▒▒▒ ▒▒▒▒▒▒ ▒▒▒ ▒▒▒▒▒▒ ▒▒▒▒▒ ▒▒▒▒ ▒▒▒▒▒▒▒▒ ▒▒▒ ▒▒▒▒ ▒▒▒▒▒▒▒ ▒▒▒▒ ▒▒▒▒▒ ▒▒▒▒▒▒ ▒▒▒▒▒▒▒▒ ▒▒▒ ▒▒▒▒▒ ▒▒▒▒▒▒ ▒▒▒▒ ▒▒▒▒▒ ▒▒▒▒▒▒▒ ▒▒▒▒ ▒▒▒▒▒▒ ▒▒▒▒▒ ▒▒▒▒ ▒▒▒ ▒▒▒▒▒▒▒ ▒▒▒▒ ▒▒▒▒▒ ▒▒▒▒▒▒ ▒▒▒▒▒ xyxy=(590,946,985,1066)
article-lead: Ἀναφορικῶς μὲ ὅσα ἀπὸ ἡμερῶν διεδόθησαν περὶ προστριβῶν μεταξὺ ἀρχηγοῦ τῆς Ἀγγλικῆς ναυτικῆς ἀποστολῆς καὶ τοῦ ὑπουργοῦ τῶν Ναυτικῶν. xyxy=(590,346,814,413)
headline: ΑΝΑΧΩΡΕΙ ΑΥΡΙΟΝ ΕΙΣ ΤΗΝ ΑΓΚΥΡΑΝ xyxy=(107,254,504,315)
article-text-block: ▒▒▒▒ ▒▒▒▒▒ ▒▒ ▒▒▒▒▒▒▒ ▒▒▒ ▒▒▒▒▒▒ ▒▒▒▒ ▒▒▒▒▒▒▒▒ ▒▒ ▒▒▒▒▒ ▒▒▒▒▒▒ ▒▒▒ ▒▒▒▒▒▒▒▒▒ ▒▒▒▒▒ ▒▒▒▒ ▒▒▒▒▒▒ ▒▒▒▒ ▒▒▒▒▒▒▒ ▒▒▒▒ ▒▒▒▒▒▒ xyxy=(1056,423,1280,490)
article-text-block: ▒▒▒▒ ▒▒▒▒▒ ▒▒ ▒▒▒▒▒▒▒ ▒▒▒ ▒▒▒▒▒▒ ▒▒▒▒ ▒▒▒▒▒▒▒▒ ▒▒ ▒▒▒▒▒ ▒▒▒▒▒▒ ▒▒▒ ▒▒▒▒▒▒▒▒▒ ▒▒▒▒▒ ▒▒▒▒ ▒▒▒▒▒▒ ▒▒▒▒ ▒▒▒▒▒▒▒ ▒▒▒▒ ▒▒▒▒▒▒ ▒▒▒ ▒▒▒▒▒▒ ▒▒▒▒▒ ▒▒▒▒ ▒▒▒▒▒▒▒▒ ▒▒▒ ▒▒▒▒ ▒▒▒▒▒▒▒ ▒▒▒▒ ▒▒▒▒▒ ▒▒▒▒▒▒ ▒▒▒▒▒▒▒▒ ▒▒▒ ▒▒▒▒▒ ▒▒▒▒▒▒ ▒▒▒▒ ▒▒▒▒▒ ▒▒▒▒▒▒▒ ▒▒▒▒ ▒▒▒▒▒▒ ▒▒▒▒▒ ▒▒▒▒ ▒▒▒ ▒▒▒▒▒▒▒ ▒▒▒▒ ▒▒▒▒▒ ▒▒▒▒▒▒ ▒▒▒▒▒ xyxy=(311,1126,573,1246)
article-kalamai-murder xyxy=(590,630,985,868)
center-column xyxy=(590,188,1280,2170)
headline: ΑΙ ΑΝΑΚΡΙΣΕΙΣ ΔΙΑ ΤΗΝ ΔΟΛΟΦΟΝΙΑΝ ΤΩΝ ΚΑΛΑΜΩΝ xyxy=(607,630,968,668)
small-items xyxy=(590,1082,985,1235)
masthead-title: «ΣΚΡΙΠ» xyxy=(738,6,862,32)
masthead-rule xyxy=(40,34,1560,44)
article-text-block: ▒▒▒▒ ▒▒▒▒▒ ▒▒ ▒▒▒▒▒▒▒ ▒▒▒ ▒▒▒▒▒▒ ▒▒▒▒ ▒▒▒▒▒▒▒▒ ▒▒ ▒▒▒▒▒ ▒▒▒▒▒▒ ▒▒▒ ▒▒▒▒▒▒▒▒▒ ▒▒▒▒▒ ▒▒▒▒ ▒▒▒▒▒▒ ▒▒▒▒ ▒▒▒▒▒▒▒ ▒▒▒▒ ▒▒▒▒▒▒ ▒▒▒ ▒▒▒▒▒▒ ▒▒▒▒▒ ▒▒▒▒ ▒▒▒▒▒▒▒▒ xyxy=(311,1003,573,1069)
center-lower-left xyxy=(590,627,985,1234)
article-british-mission xyxy=(590,194,1280,612)
section-subhead: ΑΤΑΙΘΥΣΙΑ ΕΙΣ ΤΟΝ ΥΠΝΟΝ xyxy=(345,882,540,897)
headline: ΕΛΛΗΝ ΠΑΡΑ ΤΗ ΜΙΚΤΗ ΑΝΤΙΠΡΟΣΩΠΩ xyxy=(133,191,478,251)
